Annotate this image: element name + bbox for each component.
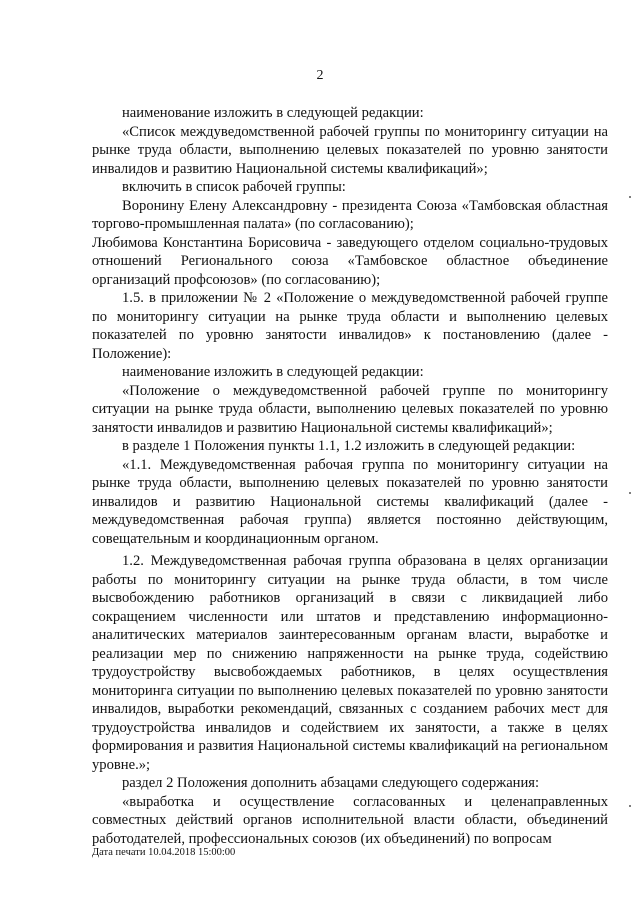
paragraph-10: «1.1. Междуведомственная рабочая группа по мониторингу ситуации на рынке труда области, выполнению целевых показателей по уровню занятости инвалидов и развитию Национальной системы квалификаций (далее - междуведомственная рабочая группа) является постоянно действующим, совещательным и координационным органом. (92, 456, 608, 547)
scan-artifact (629, 805, 631, 807)
print-date-footer: Дата печати 10.04.2018 15:00:00 (92, 847, 236, 858)
document-body (92, 104, 608, 848)
paragraph-9: в разделе 1 Положения пункты 1.1, 1.2 изложить в следующей редакции: (122, 438, 576, 454)
paragraph-4: Воронину Елену Александровну - президента Союза «Тамбовская областная торгово-промышленная палата» (по согласованию); (92, 197, 608, 232)
paragraph-13: «выработка и осуществление согласованных и целенаправленных совместных действий органов исполнительной власти области, объединений работодателей, профессиональных союзов (их объединений) по вопросам (92, 793, 608, 847)
scan-artifact (629, 492, 631, 494)
paragraph-7: наименование изложить в следующей редакции: (122, 364, 424, 380)
scan-artifact (629, 196, 631, 198)
paragraph-1: наименование изложить в следующей редакции: (122, 105, 424, 121)
paragraph-8: «Положение о междуведомственной рабочей группе по мониторингу ситуации на рынке труда области, выполнению целевых показателей по уровню занятости инвалидов и развитию Национальной системы квалификаций»; (92, 382, 608, 436)
paragraph-11: 1.2. Междуведомственная рабочая группа образована в целях организации работы по мониторингу ситуации на рынке труда области, в том числе высвобождению работников организаций в связи с ликвидацией либо сокращением численности или штатов и представлению информационно-аналитических материалов заинтересованным органам власти, выработке и реализации мер по снижению напряженности на рынке труда, содействию трудоустройству высвобождаемых работников, в целях осуществления мониторинга ситуации по выполнению целевых показателей по уровню занятости инвалидов, выработки рекомендаций, связанных с созданием рабочих мест для трудоустройства инвалидов и содействием их занятости, а также в целях формирования и развития Национальной системы квалификаций на региональном уровне.»; (92, 553, 608, 773)
paragraph-6: 1.5. в приложении № 2 «Положение о междуведомственной рабочей группе по мониторингу ситуации на рынке труда области и выполнению целевых показателей по уровню занятости инвалидов» к постановлению (далее - Положение): (92, 290, 608, 362)
paragraph-5: Любимова Константина Борисовича - заведующего отделом социально-трудовых отношений Регионального союза «Тамбовское областное объединение организаций профсоюзов» (по согласованию); (92, 234, 608, 288)
paragraph-12: раздел 2 Положения дополнить абзацами следующего содержания: (122, 775, 540, 791)
page-number: 2 (316, 68, 324, 83)
paragraph-3: включить в список рабочей группы: (122, 179, 346, 195)
paragraph-2: «Список междуведомственной рабочей группы по мониторингу ситуации на рынке труда области, выполнению целевых показателей по уровню занятости инвалидов и развитию Национальной системы квалификаций»; (92, 123, 608, 177)
